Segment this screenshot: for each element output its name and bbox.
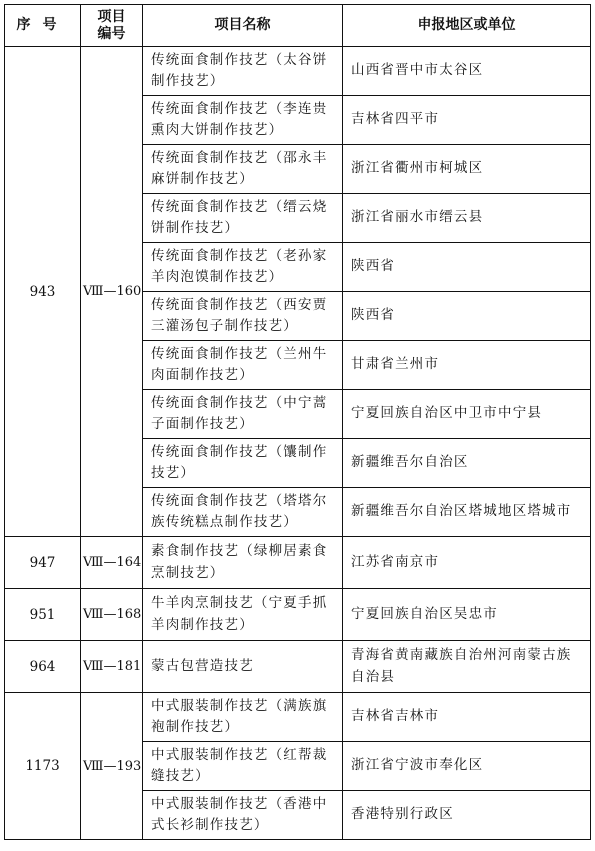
region-cell: 陕西省 xyxy=(343,243,591,292)
table-row xyxy=(5,641,591,693)
project-name-cell: 传统面食制作技艺（缙云烧饼制作技艺） xyxy=(143,194,343,243)
header-seq: 序号 xyxy=(5,5,81,47)
header-code xyxy=(81,5,143,47)
seq-cell: 964 xyxy=(5,641,81,693)
heritage-project-table xyxy=(4,4,591,840)
region-cell: 浙江省宁波市奉化区 xyxy=(343,742,591,791)
header-name: 项目名称 xyxy=(143,5,343,47)
project-name-cell: 中式服装制作技艺（红帮裁缝技艺） xyxy=(143,742,343,791)
code-cell: Ⅷ—181 xyxy=(81,641,143,693)
project-name-cell: 传统面食制作技艺（李连贵熏肉大饼制作技艺） xyxy=(143,96,343,145)
project-name-cell: 传统面食制作技艺（兰州牛肉面制作技艺） xyxy=(143,341,343,390)
project-name-cell: 传统面食制作技艺（西安贾三灌汤包子制作技艺） xyxy=(143,292,343,341)
region-cell: 新疆维吾尔自治区塔城地区塔城市 xyxy=(343,488,591,537)
region-cell: 新疆维吾尔自治区 xyxy=(343,439,591,488)
table-row xyxy=(5,693,591,742)
region-cell: 宁夏回族自治区吴忠市 xyxy=(343,589,591,641)
header-code-line2: 编号 xyxy=(97,25,126,42)
table-row xyxy=(5,589,591,641)
code-cell: Ⅷ—160 xyxy=(81,47,143,537)
code-cell: Ⅷ—168 xyxy=(81,589,143,641)
region-cell: 浙江省衢州市柯城区 xyxy=(343,145,591,194)
project-name-cell: 传统面食制作技艺（馕制作技艺） xyxy=(143,439,343,488)
table-row xyxy=(5,47,591,96)
code-cell: Ⅷ—193 xyxy=(81,693,143,840)
project-name-cell: 中式服装制作技艺（香港中式长衫制作技艺） xyxy=(143,791,343,840)
project-name-cell: 传统面食制作技艺（邵永丰麻饼制作技艺） xyxy=(143,145,343,194)
code-cell: Ⅷ—164 xyxy=(81,537,143,589)
seq-cell: 943 xyxy=(5,47,81,537)
seq-cell: 947 xyxy=(5,537,81,589)
project-name-cell: 牛羊肉烹制技艺（宁夏手抓羊肉制作技艺） xyxy=(143,589,343,641)
region-cell: 香港特别行政区 xyxy=(343,791,591,840)
project-name-cell: 蒙古包营造技艺 xyxy=(143,641,343,693)
project-name-cell: 传统面食制作技艺（中宁蒿子面制作技艺） xyxy=(143,390,343,439)
header-row xyxy=(5,5,591,47)
header-region: 申报地区或单位 xyxy=(343,5,591,47)
seq-cell: 951 xyxy=(5,589,81,641)
region-cell: 浙江省丽水市缙云县 xyxy=(343,194,591,243)
region-cell: 江苏省南京市 xyxy=(343,537,591,589)
region-cell: 山西省晋中市太谷区 xyxy=(343,47,591,96)
project-name-cell: 传统面食制作技艺（太谷饼制作技艺） xyxy=(143,47,343,96)
region-cell: 吉林省四平市 xyxy=(343,96,591,145)
seq-cell: 1173 xyxy=(5,693,81,840)
project-name-cell: 素食制作技艺（绿柳居素食烹制技艺） xyxy=(143,537,343,589)
region-cell: 吉林省吉林市 xyxy=(343,693,591,742)
region-cell: 宁夏回族自治区中卫市中宁县 xyxy=(343,390,591,439)
project-name-cell: 中式服装制作技艺（满族旗袍制作技艺） xyxy=(143,693,343,742)
project-name-cell: 传统面食制作技艺（塔塔尔族传统糕点制作技艺） xyxy=(143,488,343,537)
header-code-line1: 项目 xyxy=(97,8,126,25)
project-name-cell: 传统面食制作技艺（老孙家羊肉泡馍制作技艺） xyxy=(143,243,343,292)
region-cell: 甘肃省兰州市 xyxy=(343,341,591,390)
region-cell: 陕西省 xyxy=(343,292,591,341)
table-row xyxy=(5,537,591,589)
region-cell: 青海省黄南藏族自治州河南蒙古族自治县 xyxy=(343,641,591,693)
